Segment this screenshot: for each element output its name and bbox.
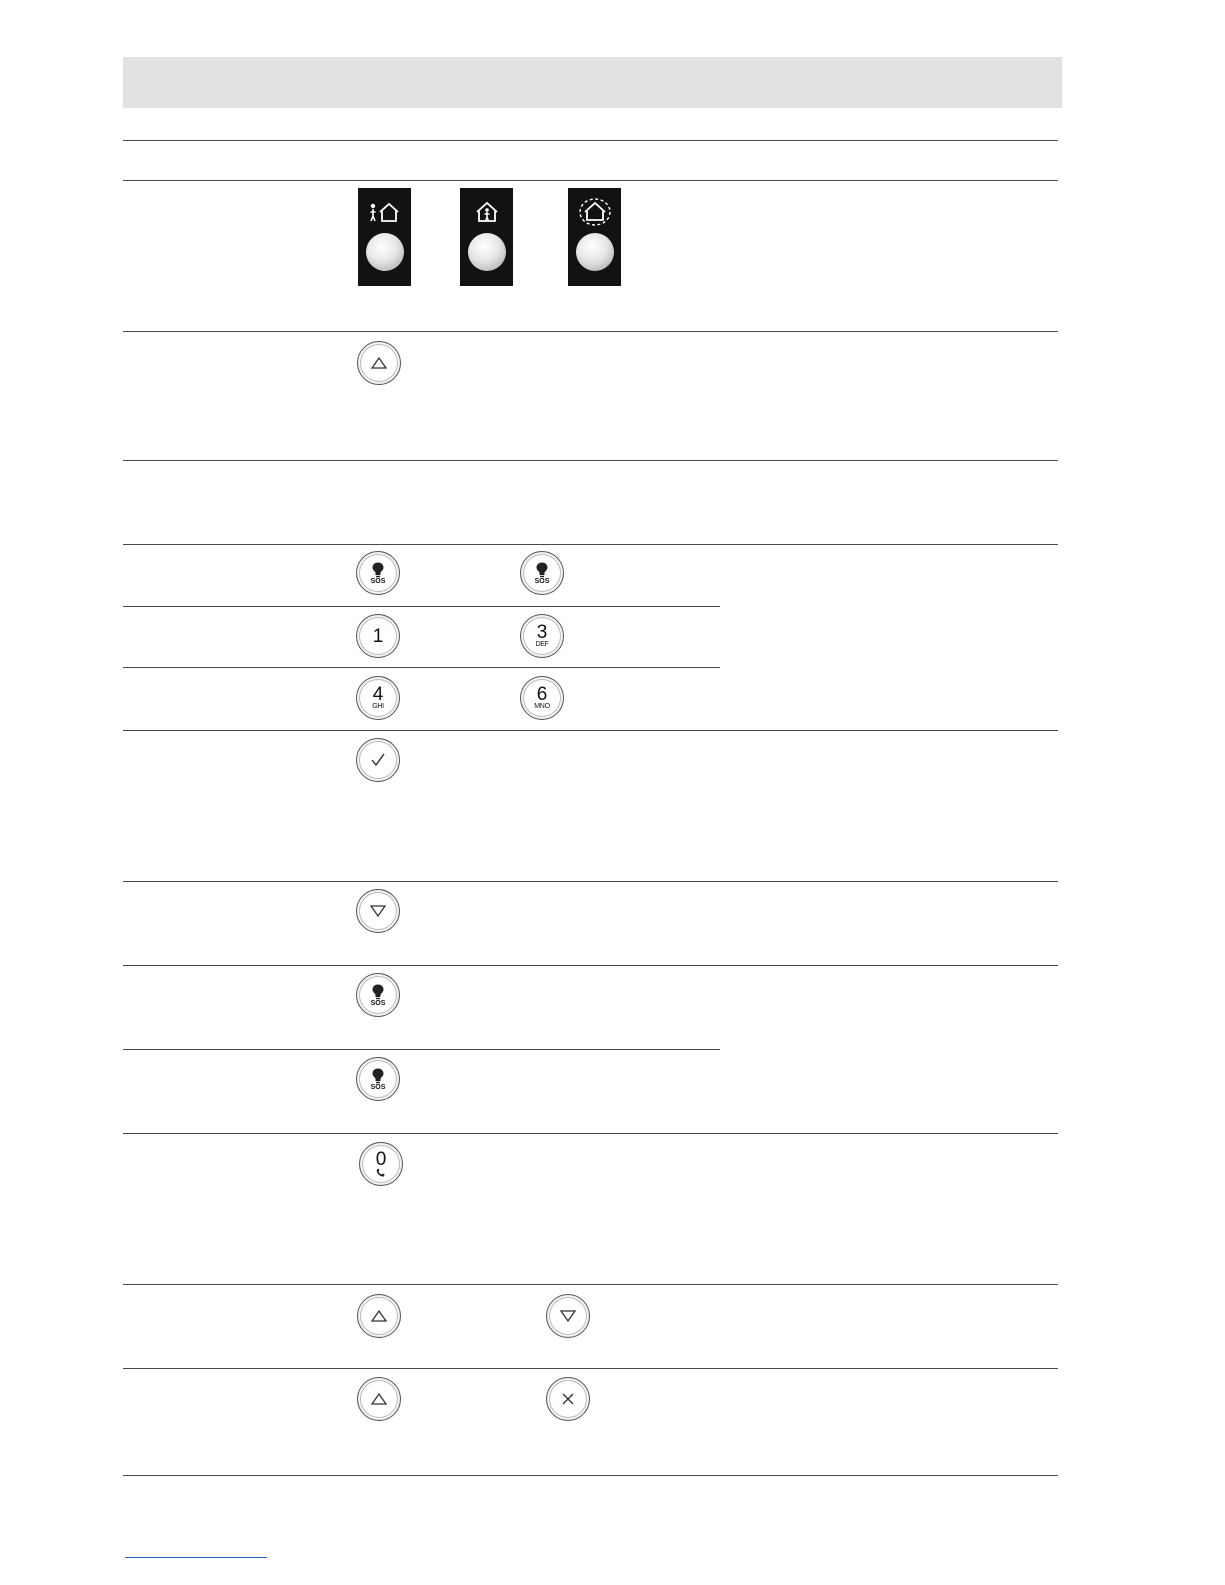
confirm-key[interactable] [356, 738, 400, 782]
header-band [123, 57, 1062, 108]
sos-key[interactable] [356, 973, 400, 1017]
table-rule [123, 331, 1058, 332]
digit-6-key[interactable] [520, 676, 564, 720]
cross-icon [560, 1391, 576, 1407]
triangle-down-icon [559, 1309, 577, 1323]
table-rule [123, 730, 1058, 731]
up-arrow-key[interactable] [357, 1294, 401, 1338]
table-rule [123, 1133, 1058, 1134]
cancel-key[interactable] [546, 1377, 590, 1421]
table-rule [123, 544, 1058, 545]
lightbulb-icon [370, 983, 386, 1001]
checkmark-icon [369, 751, 387, 769]
table-rule [123, 140, 1058, 141]
lightbulb-icon [370, 561, 386, 579]
key-digit: 3 [536, 621, 548, 643]
sos-key[interactable] [356, 551, 400, 595]
mode-panel-away [568, 188, 621, 286]
table-rule [123, 1049, 720, 1050]
triangle-down-icon [369, 904, 387, 918]
table-rule [123, 881, 1058, 882]
key-digit: 4 [372, 683, 384, 705]
table-rule [123, 606, 720, 607]
sos-key[interactable] [520, 551, 564, 595]
sos-key[interactable] [356, 1057, 400, 1101]
key-digit: 0 [375, 1148, 387, 1170]
table-rule [123, 965, 1058, 966]
table-rule [123, 460, 1058, 461]
table-rule [123, 180, 1058, 181]
up-arrow-key[interactable] [357, 341, 401, 385]
mode-panel-inside [460, 188, 513, 286]
triangle-up-icon [370, 356, 388, 370]
mode-button-inside[interactable] [468, 233, 506, 271]
triangle-up-icon [370, 1392, 388, 1406]
mode-panel-home [358, 188, 411, 286]
key-digit: 6 [536, 683, 548, 705]
table-rule [123, 1284, 1058, 1285]
digit-0-call-key[interactable] [359, 1142, 403, 1186]
dashed-home-icon [578, 197, 612, 227]
key-letters: MNO [534, 702, 550, 710]
sos-label: SOS [370, 578, 386, 585]
sos-label: SOS [534, 578, 550, 585]
key-digit: 1 [372, 625, 384, 647]
person-inside-home-icon [474, 201, 500, 223]
mode-button-away[interactable] [576, 233, 614, 271]
table-rule [123, 1475, 1058, 1476]
triangle-up-icon [370, 1309, 388, 1323]
phone-handset-icon [375, 1168, 387, 1178]
mode-button-home[interactable] [366, 233, 404, 271]
up-arrow-key[interactable] [357, 1377, 401, 1421]
down-arrow-key[interactable] [356, 889, 400, 933]
sos-label: SOS [370, 1000, 386, 1007]
digit-3-key[interactable] [520, 614, 564, 658]
digit-4-key[interactable] [356, 676, 400, 720]
footer-link-underline [125, 1557, 267, 1558]
down-arrow-key[interactable] [546, 1294, 590, 1338]
sos-label: SOS [370, 1084, 386, 1091]
table-rule [123, 667, 720, 668]
table-rule [123, 1368, 1058, 1369]
lightbulb-icon [534, 561, 550, 579]
lightbulb-icon [370, 1067, 386, 1085]
digit-1-key[interactable] [356, 614, 400, 658]
key-letters: GHI [372, 702, 384, 710]
person-home-icon [368, 201, 402, 223]
key-letters: DEF [535, 640, 549, 648]
